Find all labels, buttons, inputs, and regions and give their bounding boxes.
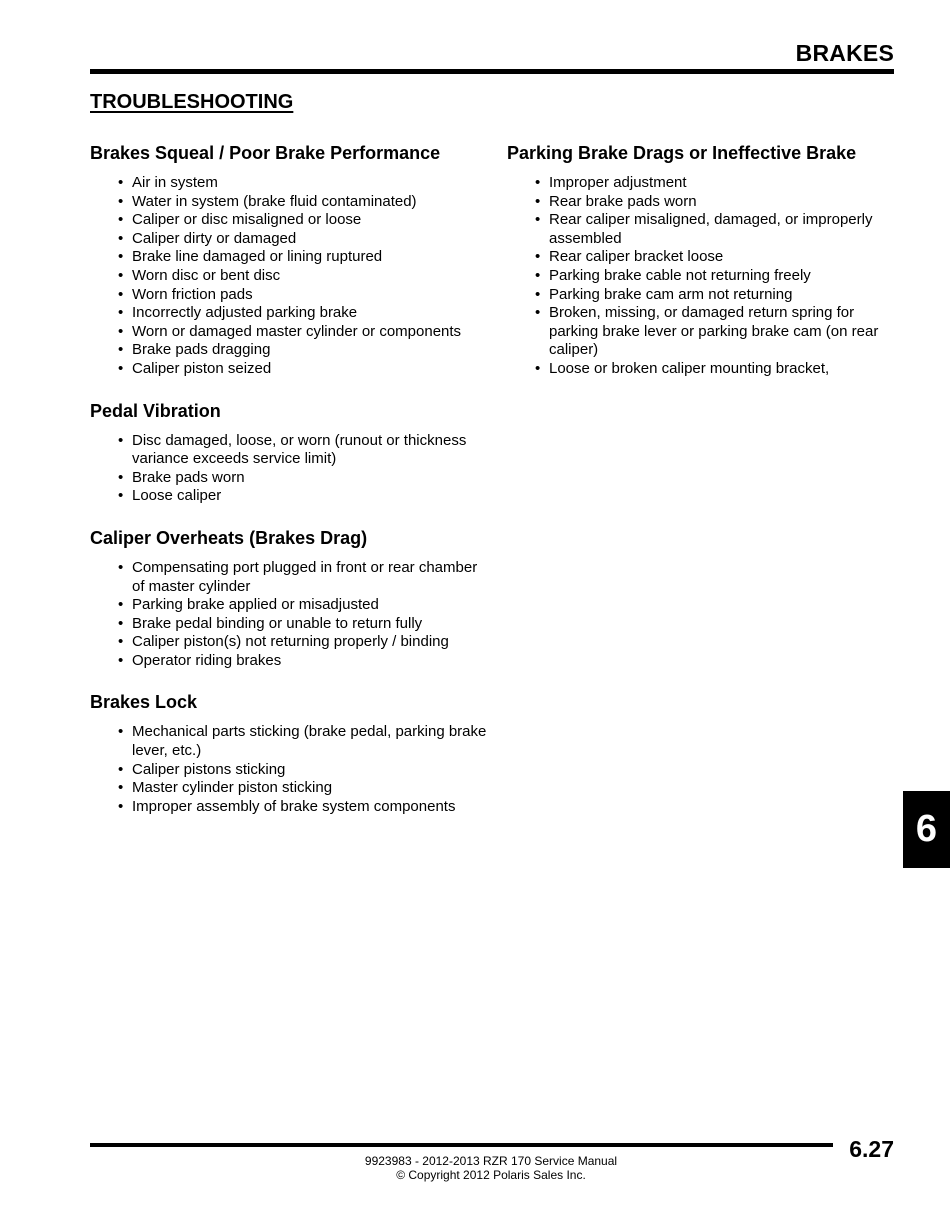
list-item: • Master cylinder piston sticking bbox=[132, 779, 490, 798]
group-heading: Pedal Vibration bbox=[90, 400, 221, 421]
list-item: • Caliper piston(s) not returning properly / binding bbox=[132, 633, 490, 652]
chapter-title: BRAKES bbox=[795, 40, 894, 66]
list-item: • Brake pads dragging bbox=[132, 341, 490, 360]
list-item: • Water in system (brake fluid contaminated) bbox=[132, 193, 490, 212]
list-item: • Incorrectly adjusted parking brake bbox=[132, 304, 490, 323]
list-item: • Parking brake applied or misadjusted bbox=[132, 596, 490, 615]
troubleshooting-group bbox=[90, 690, 490, 816]
troubleshooting-group bbox=[90, 526, 490, 671]
troubleshooting-group bbox=[507, 141, 897, 379]
copyright-line: © Copyright 2012 Polaris Sales Inc. bbox=[396, 1168, 586, 1182]
troubleshooting-group bbox=[90, 399, 490, 506]
left-column bbox=[90, 141, 490, 836]
list-item: • Caliper or disc misaligned or loose bbox=[132, 211, 490, 230]
cause-list bbox=[90, 723, 490, 816]
list-item: • Parking brake cable not returning freely bbox=[549, 267, 897, 286]
header-rule bbox=[90, 69, 894, 74]
list-item: • Broken, missing, or damaged return spring for parking brake lever or parking brake cam (on rear caliper) bbox=[549, 304, 897, 360]
group-heading: Brakes Lock bbox=[90, 692, 198, 713]
list-item: • Brake line damaged or lining ruptured bbox=[132, 248, 490, 267]
group-heading: Parking Brake Drags or Ineffective Brake bbox=[507, 143, 857, 163]
footer bbox=[291, 1154, 691, 1182]
right-column bbox=[507, 141, 897, 399]
list-item: • Rear caliper bracket loose bbox=[549, 248, 897, 267]
cause-list bbox=[90, 174, 490, 379]
manual-line: 9923983 - 2012-2013 RZR 170 Service Manual bbox=[364, 1154, 618, 1168]
list-item: • Brake pedal binding or unable to return fully bbox=[132, 615, 490, 634]
list-item: • Mechanical parts sticking (brake pedal, parking brake lever, etc.) bbox=[132, 723, 490, 760]
section-title: TROUBLESHOOTING bbox=[90, 91, 294, 113]
list-item: • Improper adjustment bbox=[549, 174, 897, 193]
page-number: 6.27 bbox=[849, 1136, 894, 1162]
list-item: • Caliper dirty or damaged bbox=[132, 230, 490, 249]
list-item: • Improper assembly of brake system components bbox=[132, 798, 490, 817]
chapter-tab: 6 bbox=[903, 791, 950, 868]
list-item: • Caliper pistons sticking bbox=[132, 761, 490, 780]
cause-list bbox=[90, 432, 490, 506]
list-item: • Loose or broken caliper mounting bracket, bbox=[549, 360, 897, 379]
list-item: • Loose caliper bbox=[132, 487, 490, 506]
list-item: • Disc damaged, loose, or worn (runout or thickness variance exceeds service limit) bbox=[132, 432, 490, 469]
troubleshooting-group bbox=[90, 141, 490, 379]
list-item: • Compensating port plugged in front or rear chamber of master cylinder bbox=[132, 559, 490, 596]
list-item: • Rear brake pads worn bbox=[549, 193, 897, 212]
list-item: • Caliper piston seized bbox=[132, 360, 490, 379]
list-item: • Rear caliper misaligned, damaged, or improperly assembled bbox=[549, 211, 897, 248]
cause-list bbox=[90, 559, 490, 671]
list-item: • Worn disc or bent disc bbox=[132, 267, 490, 286]
footer-rule bbox=[90, 1143, 833, 1147]
group-heading: Brakes Squeal / Poor Brake Performance bbox=[90, 143, 441, 163]
group-heading: Caliper Overheats (Brakes Drag) bbox=[90, 527, 368, 548]
list-item: • Worn or damaged master cylinder or components bbox=[132, 323, 490, 342]
list-item: • Operator riding brakes bbox=[132, 652, 490, 671]
list-item: • Worn friction pads bbox=[132, 286, 490, 305]
list-item: • Brake pads worn bbox=[132, 469, 490, 488]
list-item: • Parking brake cam arm not returning bbox=[549, 286, 897, 305]
list-item: • Air in system bbox=[132, 174, 490, 193]
cause-list bbox=[507, 174, 897, 379]
